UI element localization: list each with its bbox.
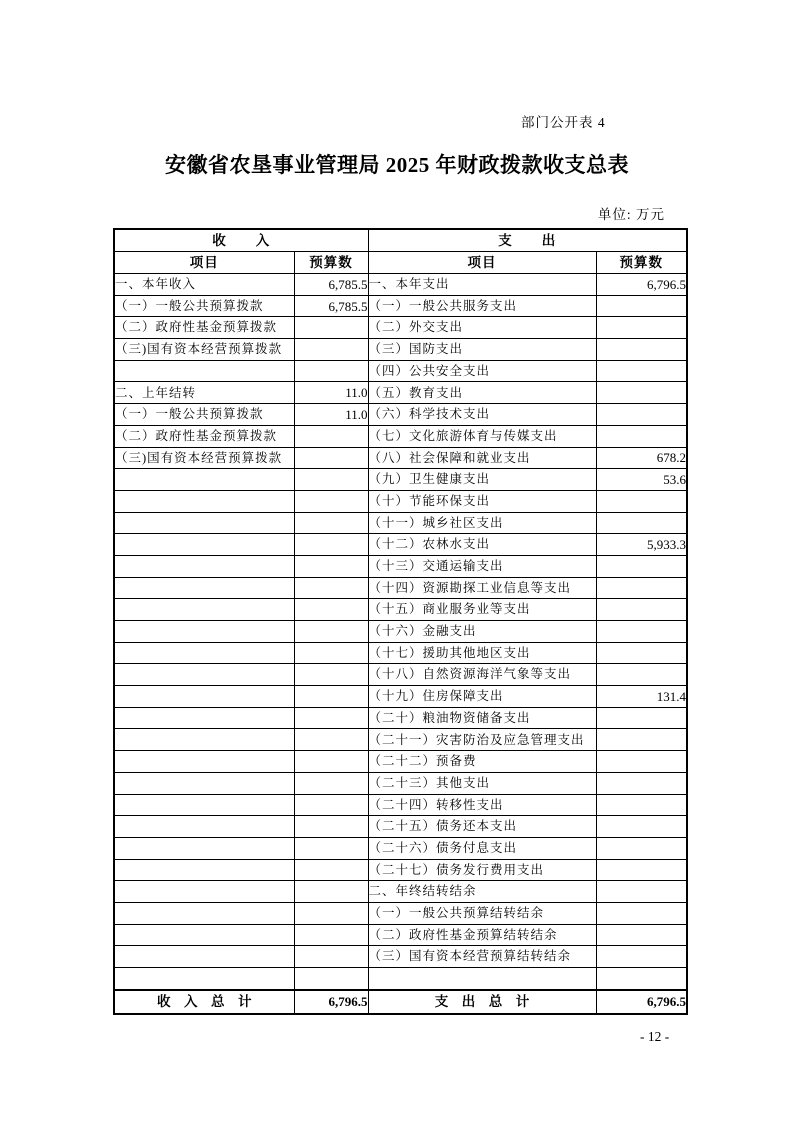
expense-budget-cell bbox=[596, 751, 687, 773]
page-title: 安徽省农垦事业管理局 2025 年财政拨款收支总表 bbox=[165, 153, 629, 177]
table-row bbox=[114, 339, 687, 361]
expense-item-cell: （十）节能环保支出 bbox=[368, 490, 596, 512]
table-row bbox=[114, 751, 687, 773]
income-section-header: 收 入 bbox=[114, 229, 368, 252]
table-row bbox=[114, 447, 687, 469]
income-budget-cell bbox=[294, 447, 368, 469]
table-row bbox=[114, 902, 687, 924]
income-item-cell bbox=[114, 902, 294, 924]
doc-label: 部门公开表 4 bbox=[521, 115, 606, 130]
income-item-cell bbox=[114, 946, 294, 968]
table-row bbox=[114, 295, 687, 317]
expense-item-cell: （二十）粮油物资储备支出 bbox=[368, 707, 596, 729]
income-item-cell: （二）政府性基金预算拨款 bbox=[114, 317, 294, 339]
table-row bbox=[114, 599, 687, 621]
table-row bbox=[114, 707, 687, 729]
income-budget-cell bbox=[294, 534, 368, 556]
expense-item-cell: （八）社会保障和就业支出 bbox=[368, 447, 596, 469]
column-header-row bbox=[114, 252, 687, 274]
expense-budget-cell bbox=[596, 642, 687, 664]
table-row bbox=[114, 881, 687, 903]
expense-budget-cell bbox=[596, 490, 687, 512]
expense-item-cell: （二十一）灾害防治及应急管理支出 bbox=[368, 729, 596, 751]
expense-budget-cell bbox=[596, 946, 687, 968]
budget-table bbox=[113, 228, 688, 1015]
income-item-cell bbox=[114, 534, 294, 556]
income-item-cell: （三)国有资本经营预算拨款 bbox=[114, 447, 294, 469]
income-item-cell bbox=[114, 490, 294, 512]
income-item-cell bbox=[114, 881, 294, 903]
income-budget-cell bbox=[294, 317, 368, 339]
income-item-cell bbox=[114, 664, 294, 686]
expense-budget-cell: 131.4 bbox=[596, 686, 687, 708]
expense-budget-cell bbox=[596, 968, 687, 990]
income-item-cell bbox=[114, 859, 294, 881]
expense-item-cell: （九）卫生健康支出 bbox=[368, 469, 596, 491]
income-item-cell: （三)国有资本经营预算拨款 bbox=[114, 339, 294, 361]
table-row bbox=[114, 837, 687, 859]
expense-item-cell: （二十三）其他支出 bbox=[368, 772, 596, 794]
income-budget-cell bbox=[294, 360, 368, 382]
expense-budget-cell bbox=[596, 295, 687, 317]
expense-section-header: 支 出 bbox=[368, 229, 687, 252]
expense-item-cell: （十四）资源勘探工业信息等支出 bbox=[368, 577, 596, 599]
expense-budget-cell bbox=[596, 707, 687, 729]
table-header bbox=[114, 229, 687, 274]
table-row bbox=[114, 382, 687, 404]
expense-budget-cell bbox=[596, 902, 687, 924]
expense-budget-cell bbox=[596, 360, 687, 382]
income-item-column-header: 项目 bbox=[114, 252, 294, 274]
expense-item-cell: （一）一般公共服务支出 bbox=[368, 295, 596, 317]
expense-budget-cell bbox=[596, 859, 687, 881]
table-row bbox=[114, 664, 687, 686]
expense-budget-cell bbox=[596, 729, 687, 751]
table-row bbox=[114, 859, 687, 881]
expense-total-value: 6,796.5 bbox=[596, 990, 687, 1014]
income-budget-cell bbox=[294, 968, 368, 990]
expense-item-cell: （三）国防支出 bbox=[368, 339, 596, 361]
expense-item-cell: （二十五）债务还本支出 bbox=[368, 816, 596, 838]
income-item-cell bbox=[114, 751, 294, 773]
expense-item-column-header: 项目 bbox=[368, 252, 596, 274]
income-budget-cell: 11.0 bbox=[294, 404, 368, 426]
expense-item-cell: （十二）农林水支出 bbox=[368, 534, 596, 556]
table-row bbox=[114, 469, 687, 491]
income-budget-cell bbox=[294, 339, 368, 361]
expense-budget-cell bbox=[596, 664, 687, 686]
expense-item-cell: （十九）住房保障支出 bbox=[368, 686, 596, 708]
table-footer bbox=[114, 990, 687, 1014]
expense-item-cell: （二）政府性基金预算结转结余 bbox=[368, 924, 596, 946]
expense-item-cell: （二十六）债务付息支出 bbox=[368, 837, 596, 859]
table-row bbox=[114, 621, 687, 643]
expense-budget-cell bbox=[596, 555, 687, 577]
income-budget-cell bbox=[294, 490, 368, 512]
expense-budget-cell bbox=[596, 599, 687, 621]
table-row bbox=[114, 490, 687, 512]
expense-item-cell: （三）国有资本经营预算结转结余 bbox=[368, 946, 596, 968]
page-number: - 12 - bbox=[640, 1029, 670, 1044]
expense-item-cell: （四）公共安全支出 bbox=[368, 360, 596, 382]
income-item-cell: （一）一般公共预算拨款 bbox=[114, 295, 294, 317]
table-row bbox=[114, 686, 687, 708]
income-item-cell bbox=[114, 772, 294, 794]
income-budget-cell bbox=[294, 794, 368, 816]
income-budget-cell bbox=[294, 881, 368, 903]
expense-item-cell: （六）科学技术支出 bbox=[368, 404, 596, 426]
expense-budget-cell: 6,796.5 bbox=[596, 274, 687, 296]
income-budget-cell bbox=[294, 707, 368, 729]
expense-budget-cell bbox=[596, 382, 687, 404]
expense-item-cell: 二、年终结转结余 bbox=[368, 881, 596, 903]
income-budget-cell bbox=[294, 664, 368, 686]
expense-item-cell: （五）教育支出 bbox=[368, 382, 596, 404]
expense-item-cell bbox=[368, 968, 596, 990]
expense-item-cell: （十五）商业服务业等支出 bbox=[368, 599, 596, 621]
income-item-cell bbox=[114, 621, 294, 643]
expense-item-cell: （十三）交通运输支出 bbox=[368, 555, 596, 577]
expense-item-cell: （二十二）预备费 bbox=[368, 751, 596, 773]
expense-budget-cell bbox=[596, 881, 687, 903]
table-row bbox=[114, 729, 687, 751]
expense-budget-cell bbox=[596, 317, 687, 339]
income-budget-cell bbox=[294, 686, 368, 708]
income-budget-cell bbox=[294, 512, 368, 534]
expense-budget-cell: 678.2 bbox=[596, 447, 687, 469]
table-row bbox=[114, 794, 687, 816]
income-item-cell: （一）一般公共预算拨款 bbox=[114, 404, 294, 426]
income-budget-cell bbox=[294, 469, 368, 491]
income-total-value: 6,796.5 bbox=[294, 990, 368, 1014]
unit-label: 单位: 万元 bbox=[597, 207, 665, 222]
expense-budget-cell bbox=[596, 621, 687, 643]
table-row bbox=[114, 317, 687, 339]
income-budget-cell bbox=[294, 837, 368, 859]
expense-budget-cell bbox=[596, 837, 687, 859]
income-budget-cell bbox=[294, 555, 368, 577]
expense-item-cell: （二十四）转移性支出 bbox=[368, 794, 596, 816]
expense-item-cell: （十一）城乡社区支出 bbox=[368, 512, 596, 534]
income-item-cell bbox=[114, 968, 294, 990]
income-budget-cell bbox=[294, 642, 368, 664]
income-budget-cell bbox=[294, 772, 368, 794]
income-item-cell bbox=[114, 816, 294, 838]
table-row bbox=[114, 577, 687, 599]
income-item-cell bbox=[114, 360, 294, 382]
income-item-cell bbox=[114, 686, 294, 708]
income-total-label: 收 入 总 计 bbox=[114, 990, 294, 1014]
table-row bbox=[114, 404, 687, 426]
table-row bbox=[114, 555, 687, 577]
income-budget-cell bbox=[294, 621, 368, 643]
income-budget-column-header: 预算数 bbox=[294, 252, 368, 274]
expense-item-cell: （七）文化旅游体育与传媒支出 bbox=[368, 425, 596, 447]
income-item-cell: 二、上年结转 bbox=[114, 382, 294, 404]
expense-budget-cell bbox=[596, 794, 687, 816]
income-budget-cell bbox=[294, 902, 368, 924]
income-item-cell bbox=[114, 512, 294, 534]
income-budget-cell bbox=[294, 599, 368, 621]
table-row bbox=[114, 274, 687, 296]
table-row bbox=[114, 946, 687, 968]
income-item-cell bbox=[114, 599, 294, 621]
section-header-row bbox=[114, 229, 687, 252]
income-item-cell bbox=[114, 837, 294, 859]
expense-item-cell: （一）一般公共预算结转结余 bbox=[368, 902, 596, 924]
table-row bbox=[114, 924, 687, 946]
table-row bbox=[114, 642, 687, 664]
income-item-cell: （二）政府性基金预算拨款 bbox=[114, 425, 294, 447]
income-item-cell bbox=[114, 469, 294, 491]
table-body bbox=[114, 274, 687, 990]
income-item-cell bbox=[114, 642, 294, 664]
table-row bbox=[114, 425, 687, 447]
income-budget-cell bbox=[294, 577, 368, 599]
income-budget-cell bbox=[294, 946, 368, 968]
income-item-cell bbox=[114, 555, 294, 577]
table-row bbox=[114, 512, 687, 534]
total-row bbox=[114, 990, 687, 1014]
expense-item-cell: （十七）援助其他地区支出 bbox=[368, 642, 596, 664]
income-budget-cell bbox=[294, 859, 368, 881]
expense-budget-cell bbox=[596, 339, 687, 361]
expense-budget-cell: 53.6 bbox=[596, 469, 687, 491]
income-budget-cell: 11.0 bbox=[294, 382, 368, 404]
table-row bbox=[114, 772, 687, 794]
income-budget-cell bbox=[294, 924, 368, 946]
income-budget-cell: 6,785.5 bbox=[294, 274, 368, 296]
expense-item-cell: 一、本年支出 bbox=[368, 274, 596, 296]
income-budget-cell bbox=[294, 751, 368, 773]
expense-budget-cell bbox=[596, 772, 687, 794]
income-item-cell bbox=[114, 794, 294, 816]
expense-budget-cell bbox=[596, 404, 687, 426]
income-item-cell: 一、本年收入 bbox=[114, 274, 294, 296]
expense-budget-cell bbox=[596, 425, 687, 447]
expense-budget-cell bbox=[596, 512, 687, 534]
income-item-cell bbox=[114, 729, 294, 751]
expense-total-label: 支 出 总 计 bbox=[368, 990, 596, 1014]
income-item-cell bbox=[114, 924, 294, 946]
expense-budget-cell: 5,933.3 bbox=[596, 534, 687, 556]
table-row bbox=[114, 816, 687, 838]
income-budget-cell bbox=[294, 425, 368, 447]
expense-budget-cell bbox=[596, 924, 687, 946]
table-row bbox=[114, 360, 687, 382]
income-budget-cell bbox=[294, 729, 368, 751]
income-item-cell bbox=[114, 707, 294, 729]
expense-budget-cell bbox=[596, 816, 687, 838]
table-row bbox=[114, 534, 687, 556]
expense-budget-column-header: 预算数 bbox=[596, 252, 687, 274]
income-item-cell bbox=[114, 577, 294, 599]
expense-budget-cell bbox=[596, 577, 687, 599]
table-row bbox=[114, 968, 687, 990]
expense-item-cell: （二十七）债务发行费用支出 bbox=[368, 859, 596, 881]
income-budget-cell: 6,785.5 bbox=[294, 295, 368, 317]
expense-item-cell: （二）外交支出 bbox=[368, 317, 596, 339]
expense-item-cell: （十八）自然资源海洋气象等支出 bbox=[368, 664, 596, 686]
expense-item-cell: （十六）金融支出 bbox=[368, 621, 596, 643]
income-budget-cell bbox=[294, 816, 368, 838]
